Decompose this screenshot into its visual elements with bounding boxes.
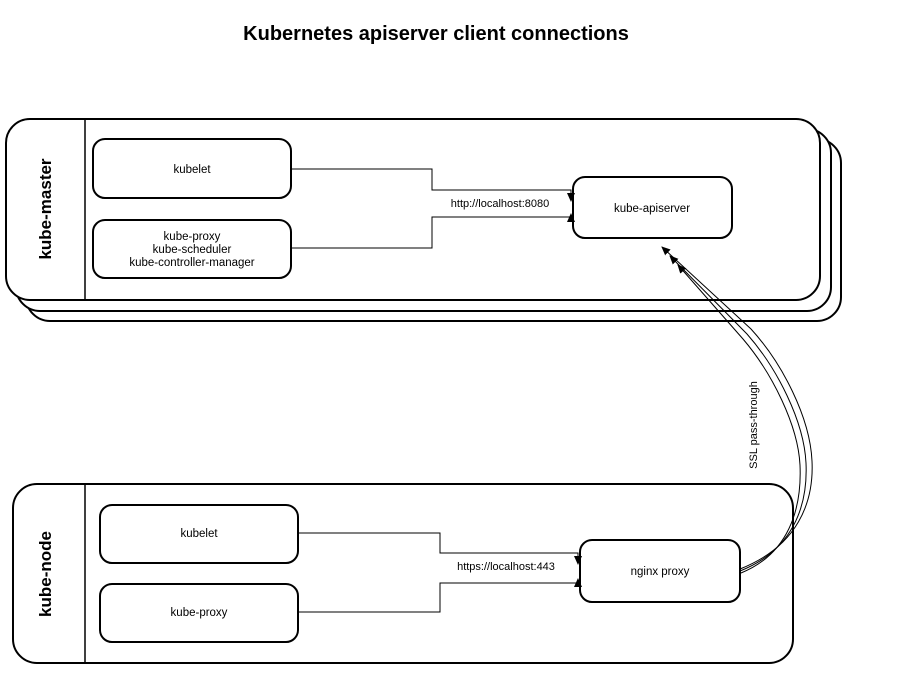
master-controlplane-line2: kube-scheduler (152, 244, 232, 256)
kube-master-label: kube-master (36, 158, 55, 260)
master-edge-label: http://localhost:8080 (450, 198, 550, 210)
master-kubelet-node (93, 139, 291, 198)
kube-apiserver-node (573, 177, 732, 238)
node-kubelet-node (100, 505, 298, 563)
kube-apiserver-label: kube-apiserver (613, 203, 691, 215)
master-controlplane-node (93, 220, 291, 278)
master-kubelet-label: kubelet (173, 164, 211, 176)
kube-master-stack (6, 119, 841, 321)
node-edge-label: https://localhost:443 (457, 561, 555, 573)
nginx-proxy-label: nginx proxy (630, 566, 690, 578)
nginx-proxy-node (580, 540, 740, 602)
master-controlplane-line3: kube-controller-manager (129, 257, 255, 269)
node-kubeproxy-node (100, 584, 298, 642)
node-kubeproxy-label: kube-proxy (170, 607, 228, 619)
node-kubelet-label: kubelet (180, 528, 218, 540)
ssl-passthrough-label: SSL pass-through (748, 381, 760, 469)
kube-node-label: kube-node (36, 531, 55, 617)
diagram-title: Kubernetes apiserver client connections (243, 23, 629, 45)
master-controlplane-line1: kube-proxy (163, 231, 221, 243)
kube-node-group (13, 484, 793, 663)
